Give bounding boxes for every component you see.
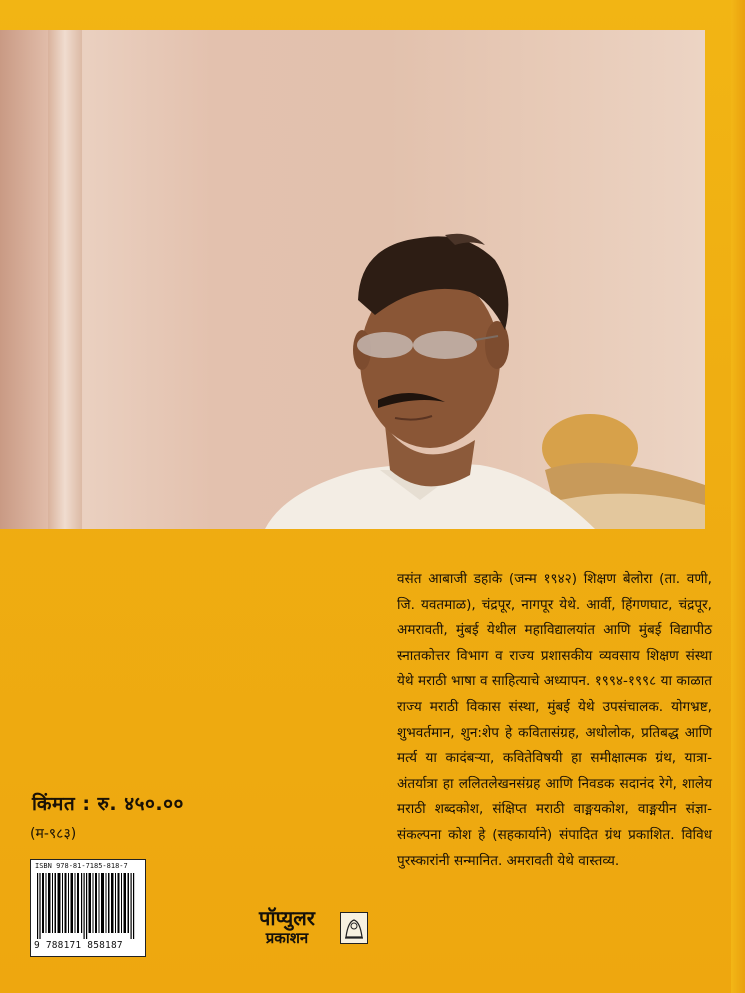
author-portrait: [0, 30, 705, 529]
cover-edge: [731, 0, 745, 993]
isbn-text: ISBN 978-81-7185-818-7: [35, 862, 128, 870]
catalog-code: (म-९८३): [30, 826, 77, 842]
price-label: किंमत : रु. ४५०.००: [32, 793, 184, 815]
barcode-digits: 9 788171 858187: [34, 940, 123, 951]
publisher-name-line2: प्रकाशन: [265, 929, 309, 947]
author-biography: वसंत आबाजी डहाके (जन्म १९४२) शिक्षण बेलोरा (ता. वणी, जि. यवतमाळ), चंद्रपूर, नागपूर येथे. आर्वी, हिंगणघाट, चंद्रपूर, अमरावती, मुंबई येथील महाविद्यालयांत आणि मुंबई विद्यापीठ स्नातकोत्तर विभाग व राज्य प्रशासकीय व्यवसाय शिक्षण संस्था येथे मराठी भाषा व साहित्याचे अध्यापन. १९९४-१९९८ या काळात राज्य मराठी विकास संस्था, मुंबई येथे उपसंचालक. योगभ्रष्ट, शुभवर्तमान, शुन:शेप हे कवितासंग्रह, अधोलोक, प्रतिबद्ध आणि मर्त्य या कादंबऱ्या, कवितेविषयी हा समीक्षात्मक ग्रंथ, यात्रा-अंतर्यात्रा हा ललितलेखनसंग्रह आणि निवडक सदानंद रेगे, शालेय मराठी शब्दकोश, संक्षिप्त मराठी वाङ्मयकोश, वाङ्मयीन संज्ञा-संकल्पना कोश हे (सहकार्याने) संपादित ग्रंथ प्रकाशित. विविध पुरस्कारांनी सन्मानित. अमरावती येथे वास्तव्य.: [397, 571, 712, 869]
barcode-bars: [37, 873, 139, 939]
isbn-barcode: [30, 859, 146, 957]
author-photo: [0, 30, 705, 529]
publisher-logo-icon: [340, 912, 368, 944]
publisher-name: [232, 907, 342, 947]
publisher-name-line1: पॉप्युलर: [259, 906, 315, 930]
